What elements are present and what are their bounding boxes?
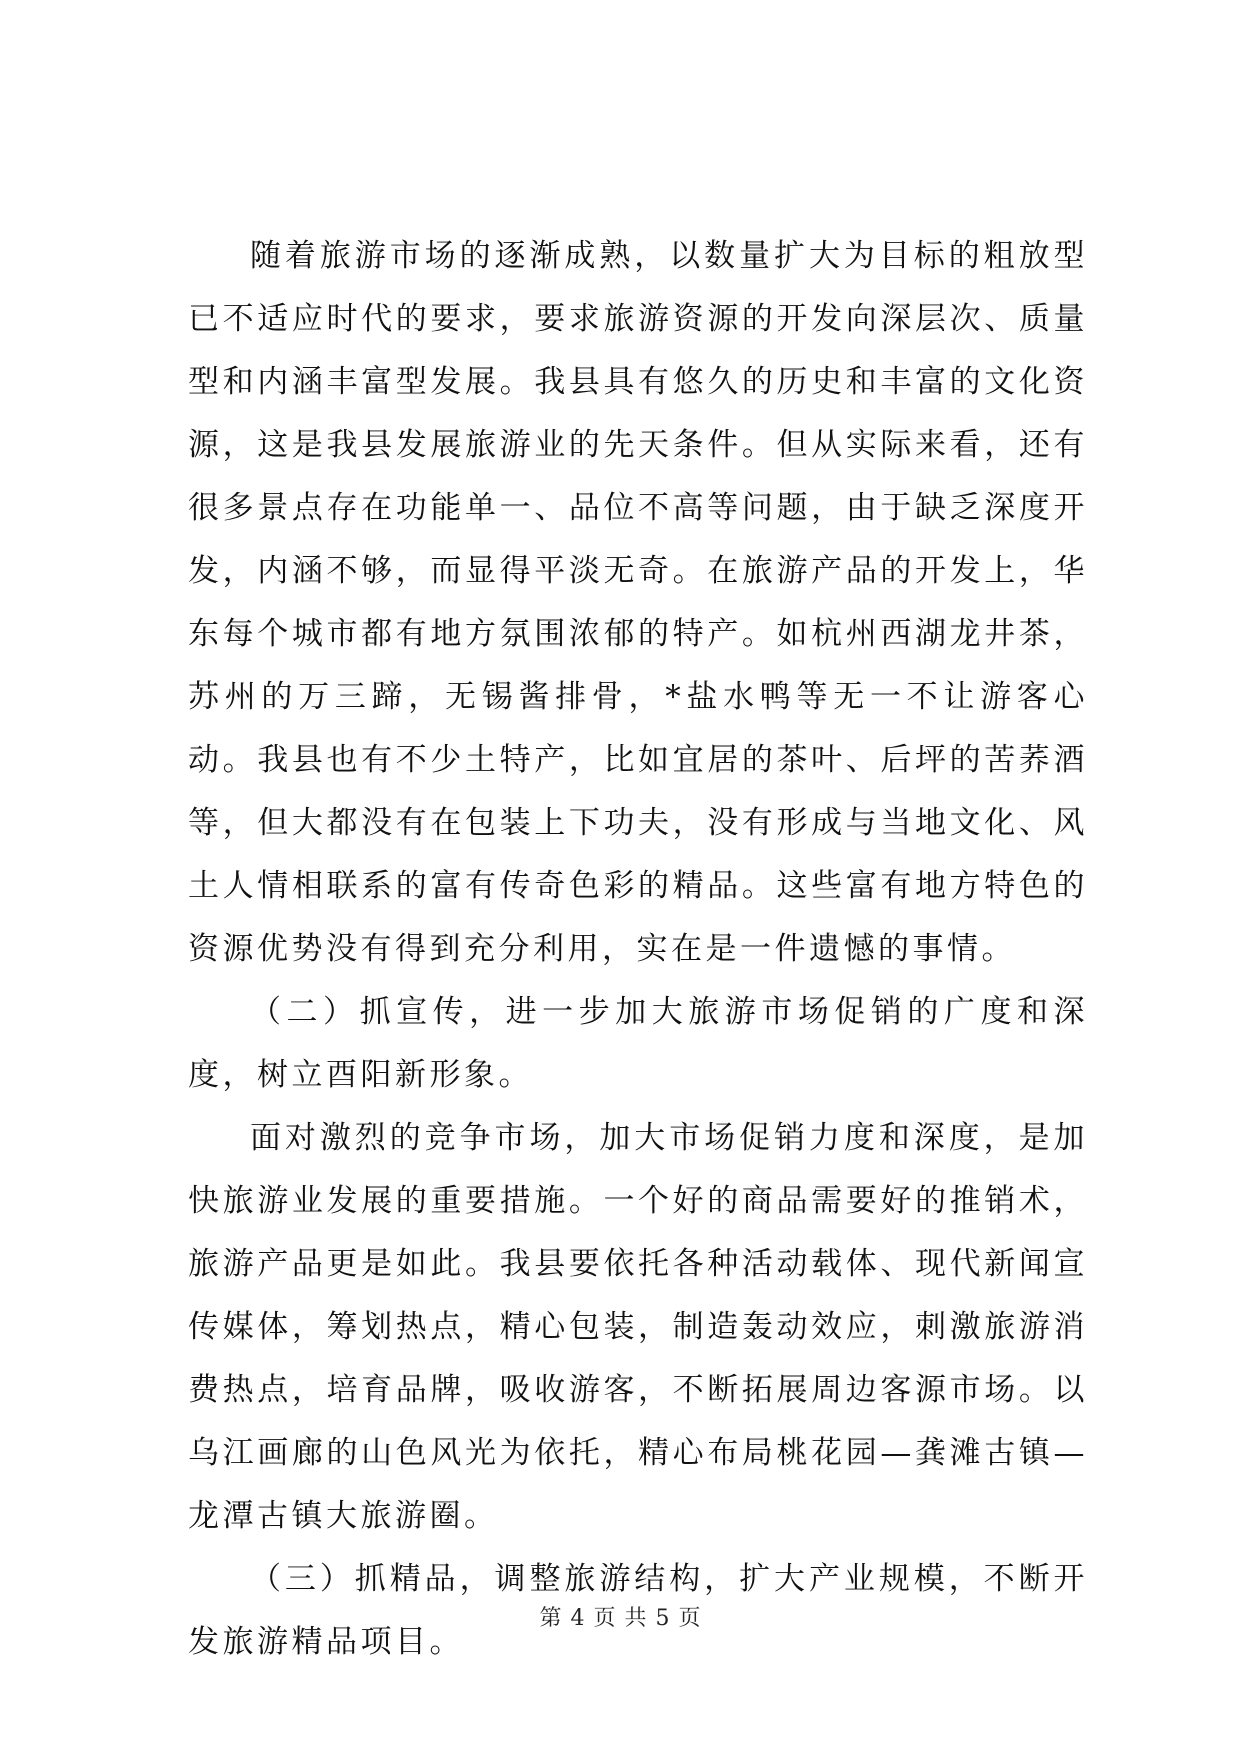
- paragraph-tourism-resources: 随着旅游市场的逐渐成熟，以数量扩大为目标的粗放型已不适应时代的要求，要求旅游资源的开发向深层次、质量型和内涵丰富型发展。我县具有悠久的历史和丰富的文化资源，这是我县发展旅游业的先天条件。但从实际来看，还有很多景点存在功能单一、品位不高等问题，由于缺乏深度开发，内涵不够，而显得平淡无奇。在旅游产品的开发上，华东每个城市都有地方氛围浓郁的特产。如杭州西湖龙井茶，苏州的万三蹄，无锡酱排骨，*盐水鸭等无一不让游客心动。我县也有不少土特产，比如宜居的茶叶、后坪的苦荞酒等，但大都没有在包装上下功夫，没有形成与当地文化、风土人情相联系的富有传奇色彩的精品。这些富有地方特色的资源优势没有得到充分利用，实在是一件遗憾的事情。: [188, 238, 1088, 967]
- document-body: [188, 225, 1088, 1674]
- page-number-footer: 第 4 页 共 5 页: [539, 1606, 702, 1631]
- paragraph-market-promotion: 面对激烈的竞争市场，加大市场促销力度和深度，是加快旅游业发展的重要措施。一个好的商品需要好的推销术，旅游产品更是如此。我县要依托各种活动载体、现代新闻宣传媒体，筹划热点，精心包装，制造轰动效应，刺激旅游消费热点，培育品牌，吸收游客，不断拓展周边客源市场。以乌江画廊的山色风光为依托，精心布局桃花园—龚滩古镇—龙潭古镇大旅游圈。: [188, 1120, 1088, 1534]
- heading-promotion: （二）抓宣传，进一步加大旅游市场促销的广度和深度，树立酉阳新形象。: [188, 994, 1088, 1093]
- heading-quality-products: （三）抓精品，调整旅游结构，扩大产业规模，不断开发旅游精品项目。: [188, 1561, 1088, 1660]
